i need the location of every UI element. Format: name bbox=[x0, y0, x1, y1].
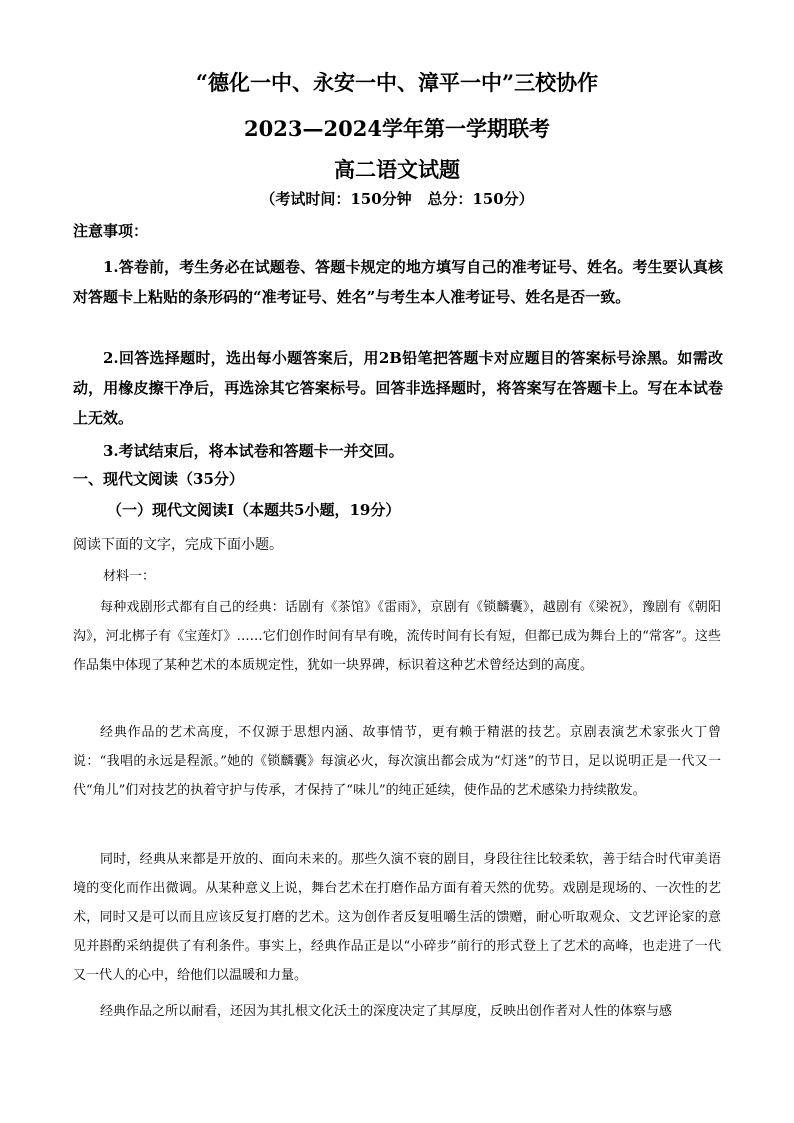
subsection-title: （一）现代文阅读Ⅰ（本题共5小题，19分） bbox=[107, 501, 401, 519]
reading-instruction: 阅读下面的文字，完成下面小题。 bbox=[73, 537, 283, 553]
exam-title-subject: 高二语文试题 bbox=[334, 157, 460, 182]
notice-item-2: 2.回答选择题时，选出每小题答案后，用2B铅笔把答题卡对应题目的答案标号涂黑。如需改动，用橡皮擦干净后，再选涂其它答案标号。回答非选择题时，将答案写在答题卡上。写在本试卷上无效。 bbox=[73, 349, 723, 427]
exam-time-and-score: （考试时间：150分钟 总分：150分） bbox=[260, 190, 534, 208]
material-paragraph: 每种戏剧形式都有自己的经典：话剧有《茶馆》《雷雨》，京剧有《锁麟囊》，越剧有《梁祝》，豫剧有《朝阳沟》，河北梆子有《宝莲灯》……它们创作时间有早有晚，流传时间有长有短，但都已成为舞台上的“常客”。这些作品集中体现了某种艺术的本质规定性，犹如一块界碑，标识着这种艺术曾经达到的高度。 bbox=[73, 600, 721, 673]
notice-heading: 注意事项： bbox=[73, 222, 149, 240]
section-title: 一、现代文阅读（35分） bbox=[73, 470, 244, 488]
exam-title-schools: “德化一中、永安一中、漳平一中”三校协作 bbox=[195, 70, 599, 95]
material-paragraph: 同时，经典从来都是开放的、面向未来的。那些久演不衰的剧目，身段往往比较柔软，善于结合时代审美语境的变化而作出微调。从某种意义上说，舞台艺术在打磨作品方面有着天然的优势。戏剧是现场的、一次性的艺术，同时又是可以而且应该反复打磨的艺术。这为创作者反复咀嚼生活的馈赠，耐心听取观众、文艺评论家的意见并斟酌采纳提供了有利条件。事实上，经典作品正是以“小碎步”前行的形式登上了艺术的高峰，也走进了一代又一代人的心中，给他们以温暖和力量。 bbox=[73, 852, 721, 983]
notice-item-1: 1.答卷前，考生务必在试题卷、答题卡规定的地方填写自己的准考证号、姓名。考生要认真核对答题卡上粘贴的条形码的“准考证号、姓名”与考生本人准考证号、姓名是否一致。 bbox=[73, 258, 723, 306]
exam-title-term: 2023—2024学年第一学期联考 bbox=[244, 116, 550, 141]
material-label: 材料一： bbox=[103, 569, 156, 584]
notice-item-3: 3.考试结束后，将本试卷和答题卡一并交回。 bbox=[103, 442, 404, 460]
material-paragraph: 经典作品之所以耐看，还因为其扎根文化沃土的深度决定了其厚度，反映出创作者对人性的体察与感 bbox=[100, 1004, 673, 1019]
material-paragraph: 经典作品的艺术高度，不仅源于思想内涵、故事情节，更有赖于精湛的技艺。京剧表演艺术家张火丁曾说：“我唱的永远是程派。”她的《锁麟囊》每演必火，每次演出都会成为“灯迷”的节日，足以说明正是一代又一代“角儿”们对技艺的执着守护与传承，才保持了“味儿”的纯正延续，使作品的艺术感染力持续散发。 bbox=[73, 725, 721, 798]
